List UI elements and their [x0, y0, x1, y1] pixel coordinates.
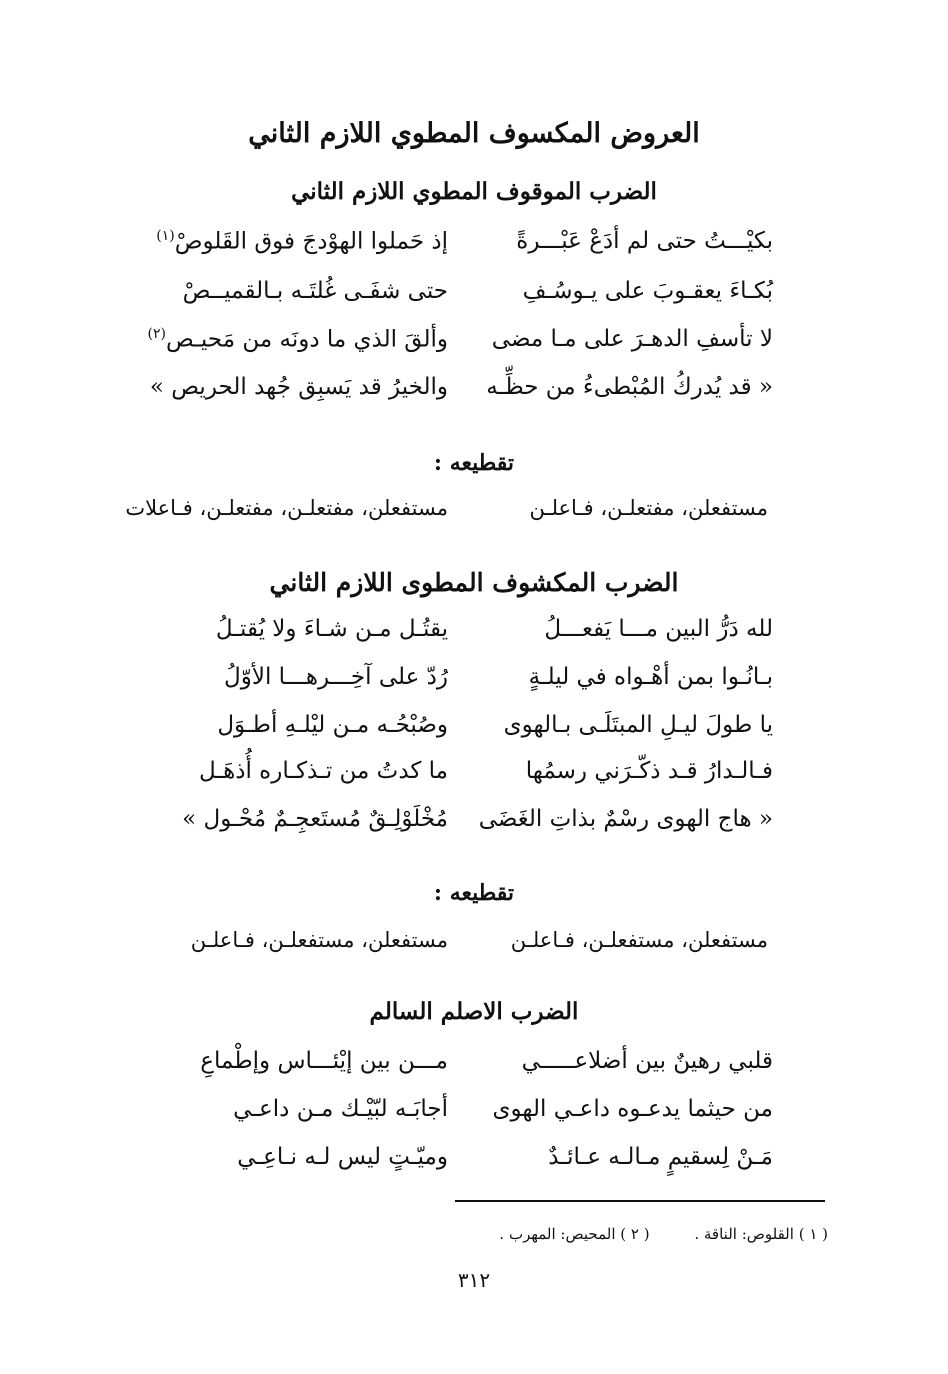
verse-second-hemistich: والخيرُ قد يَسبِق جُهد الحريص » — [149, 374, 448, 400]
scansion-label: تقطيعه : — [433, 880, 515, 906]
verse-first-hemistich: لله دَرُّ البين مـــا يَفعـــلُ — [544, 616, 773, 642]
verse-second-hemistich: إذ حَملوا الهوْدجَ فوق القَلوصْ$^{(١)}$ — [156, 228, 448, 255]
footnote-marker: (١) — [156, 228, 175, 244]
page-number: ٣١٢ — [457, 1268, 491, 1292]
verse-first-hemistich: « قد يُدركُ المُبْطىءُ من حظِّـه — [486, 374, 773, 400]
footnote-marker: (٢) — [147, 326, 167, 342]
verse-second-hemistich: مـــن بين إيْئـــاس وإطْماعِ — [200, 1048, 448, 1074]
main-title: العروض المكسوف المطوي اللازم الثاني — [248, 118, 700, 149]
verse-line — [147, 326, 773, 370]
verse-line — [153, 664, 773, 708]
verse-line — [153, 1144, 773, 1188]
verse-second-hemistich: مُخْلَوْلِـقٌ مُستَعجِـمٌ مُحْـول » — [182, 806, 448, 832]
verse-first-hemistich: لا تأسفِ الدهـرَ على مـا مضى — [491, 326, 773, 352]
scansion-second-hemistich: مستفعلن، مستفعلـن، فـاعلـن — [190, 928, 448, 952]
verse-line — [153, 806, 773, 850]
verse-second-hemistich: وصُبْحُـه مـن ليْلـهِ أطـوَل — [217, 712, 448, 738]
verse-line — [153, 228, 773, 272]
scansion-label: تقطيعه : — [433, 450, 515, 476]
verse-line — [153, 616, 773, 660]
verse-second-hemistich: ما كدتُ من تـذكـاره أُذهَـل — [198, 758, 448, 784]
section2-title: الضرب المكشوف المطوى اللازم الثاني — [269, 568, 679, 597]
verse-line — [153, 1048, 773, 1092]
verse-first-hemistich: بـانُـوا بمن أهْـواه في ليلـةٍ — [528, 664, 773, 690]
verse-first-hemistich: من حيثما يدعـوه داعـي الهوى — [492, 1096, 773, 1122]
verse-second-hemistich: وميّـتٍ ليس لـه نـاعِـي — [237, 1144, 448, 1170]
verse-first-hemistich: بُكـاءَ يعقـوبَ على يـوسُـفِ — [522, 278, 773, 304]
verse-line — [153, 278, 773, 322]
verse-second-hemistich: أجابَـه لبّيْـك مـن داعـي — [233, 1096, 448, 1122]
verse-first-hemistich: مَـنْ لِسقيمٍ مـالـه عـائـدٌ — [548, 1144, 773, 1170]
verse-second-hemistich: وألقَ الذي ما دونَه من مَحيـص$^{(٢)}$ — [147, 326, 448, 353]
verse-first-hemistich: « هاج الهوى رسْمٌ بذاتِ الغَضَى — [478, 806, 773, 832]
scansion-second-hemistich: مستفعلن، مفتعلـن، مفتعلـن، فـاعلات — [125, 496, 448, 520]
verse-line — [153, 758, 773, 802]
verse-line — [153, 712, 773, 756]
verse-first-hemistich: قلبي رهينٌ بين أضلاعـــــي — [521, 1048, 773, 1074]
verse-line — [149, 374, 773, 418]
verse-first-hemistich: يا طولَ ليـلِ المبتَلَـى بـالهوى — [503, 712, 773, 738]
footnote-divider — [455, 1200, 825, 1202]
footnote-1: ( ١ ) القلوص: الناقة . — [694, 1225, 828, 1243]
verse-second-hemistich: يقتُـل مـن شـاءَ ولا يُقتـلُ — [215, 616, 448, 642]
verse-second-hemistich: حتى شفَـى غُلتَـه بـالقميــصْ — [182, 278, 448, 304]
section3-title: الضرب الاصلم السالم — [369, 998, 579, 1025]
scansion-first-hemistich: مستفعلن، مفتعلـن، فـاعلـن — [529, 496, 768, 520]
footnote-2: ( ٢ ) المحيص: المهرب . — [499, 1225, 650, 1243]
scansion-first-hemistich: مستفعلن، مستفعلـن، فـاعلـن — [510, 928, 768, 952]
verse-line — [153, 1096, 773, 1140]
section1-title: الضرب الموقوف المطوي اللازم الثاني — [291, 178, 657, 205]
verse-first-hemistich: فـالـدارُ قـد ذكّـرَني رسمُها — [525, 758, 773, 784]
footnotes — [459, 1225, 828, 1243]
verse-second-hemistich: رُدّ على آخِـــرهـــا الأوّلُ — [224, 664, 448, 690]
verse-first-hemistich: بكيْـــتُ حتى لم أدَعْ عَبْـــرةً — [516, 228, 773, 254]
